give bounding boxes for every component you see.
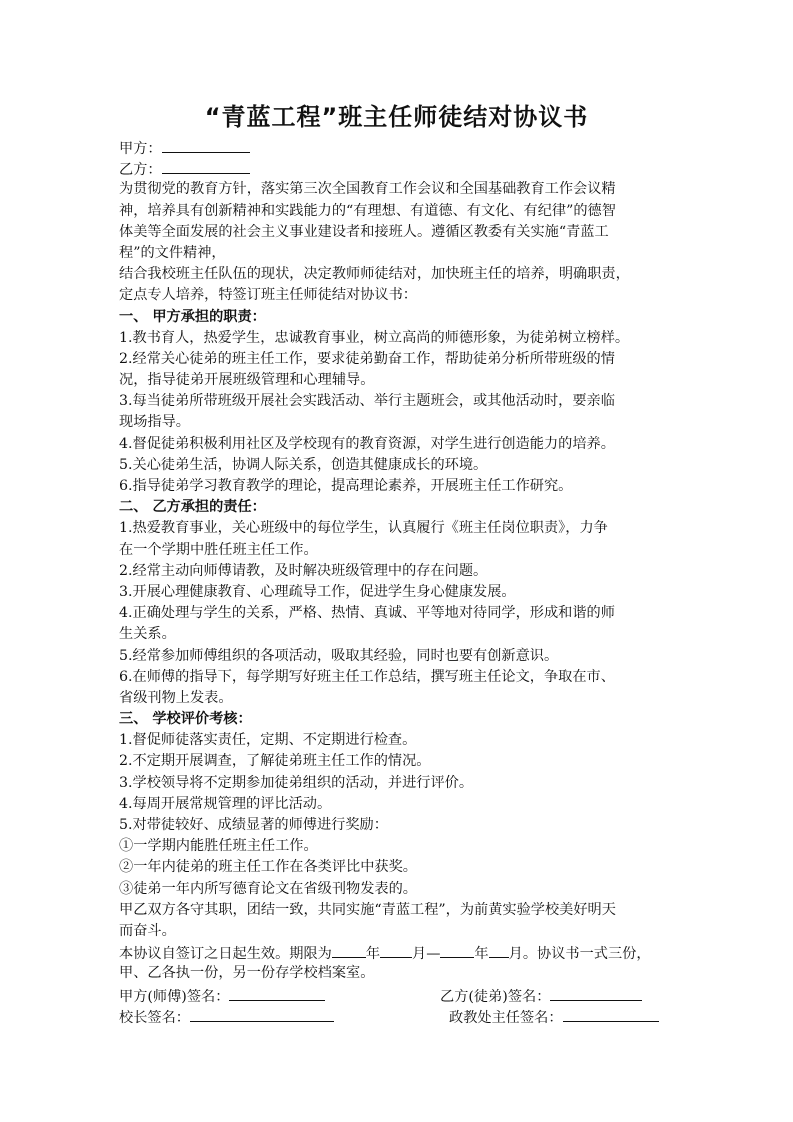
validity-line <box>119 942 679 963</box>
document-body <box>119 137 679 1027</box>
list-item: 4.督促徒弟积极利用社区及学校现有的教育资源，对学生进行创造能力的培养。 <box>119 435 615 452</box>
list-item: 6.指导徒弟学习教育教学的理论，提高理论素养，开展班主任工作研究。 <box>119 478 573 494</box>
party-a-blank <box>162 137 250 153</box>
list-item: 1.教书育人，热爱学生，忠诚教育事业，树立高尚的师德形象，为徒弟树立榜样。 <box>119 329 630 346</box>
list-item: 6.在师傅的指导下，每学期写好班主任工作总结，撰写班主任论文，争取在市、 <box>119 668 615 685</box>
validity-line-2: 甲、乙各执一份，另一份存学校档案室。 <box>119 965 375 982</box>
validity-prefix: 本协议自签订之日起生效。期限为 <box>119 946 332 963</box>
list-item: 5.对带徒较好、成绩显著的师傅进行奖励： <box>119 817 388 833</box>
end-month-blank <box>489 942 509 958</box>
apprentice-signature-blank <box>550 985 642 1001</box>
start-month-blank <box>380 942 412 958</box>
intro-line: 神，培养具有创新精神和实践能力的“有理想、有道德、有文化、有纪律”的德智 <box>119 202 616 219</box>
list-item: 况，指导徒弟开展班级管理和心理辅导。 <box>119 372 375 389</box>
apprentice-signature-field <box>440 985 642 1008</box>
party-a-label: 甲方： <box>119 141 162 157</box>
closing-line: 而奋斗。 <box>119 922 176 939</box>
section2-list <box>119 518 679 709</box>
list-item: 3.开展心理健康教育、心理疏导工作，促进学生身心健康发展。 <box>119 583 516 600</box>
section1-list <box>119 328 679 498</box>
list-item: 5.关心徒弟生活，协调人际关系，创造其健康成长的环境。 <box>119 456 488 473</box>
list-item: ②一年内徒弟的班主任工作在各类评比中获奖。 <box>119 859 417 876</box>
list-item: 4.每周开展常规管理的评比活动。 <box>119 795 332 812</box>
list-item: 2.不定期开展调查，了解徒弟班主任工作的情况。 <box>119 753 431 770</box>
director-signature-blank <box>563 1006 659 1022</box>
closing-paragraph <box>119 900 679 942</box>
intro-line: 为贯彻党的教育方针，落实第三次全国教育工作会议和全国基础教育工作会议精 <box>119 181 616 198</box>
list-item: 5.经常参加师傅组织的各项活动，吸取其经验，同时也要有创新意识。 <box>119 647 559 664</box>
list-item: ③徒弟一年内所写德育论文在省级刊物发表的。 <box>119 880 417 897</box>
party-b-label: 乙方： <box>119 162 162 179</box>
party-a-line <box>119 137 679 158</box>
list-item: 4.正确处理与学生的关系，严格、热情、真诚、平等地对待同学，形成和谐的师 <box>119 605 615 622</box>
director-signature-label: 政教处主任签名： <box>449 1009 563 1026</box>
intro-line: 体美等全面发展的社会主义事业建设者和接班人。遵循区教委有关实施“青蓝工 <box>119 223 609 240</box>
section3-heading: 三、 学校评价考核： <box>119 711 252 728</box>
principal-signature-label: 校长签名： <box>119 1009 190 1026</box>
intro-line: 结合我校班主任队伍的现状，决定教师师徒结对，加快班主任的培养，明确职责， <box>119 266 630 283</box>
list-item: 2.经常主动向师傅请教，及时解决班级管理中的存在问题。 <box>119 562 488 579</box>
start-year-blank <box>332 942 366 958</box>
list-item: 1.热爱教育事业，关心班级中的每位学生，认真履行《班主任岗位职责》，力争 <box>119 520 608 537</box>
month-label: 月— <box>412 946 441 963</box>
section3-list <box>119 730 679 900</box>
list-item: 省级刊物上发表。 <box>119 689 233 706</box>
apprentice-signature-label: 乙方(徒弟)签名： <box>440 988 551 1005</box>
list-item: 生关系。 <box>119 626 176 643</box>
signature-row-1 <box>119 985 679 1006</box>
section1-heading: 一、 甲方承担的职责： <box>119 308 266 325</box>
year-label: 年 <box>365 946 381 963</box>
party-b-line <box>119 158 679 179</box>
year-label: 年 <box>474 946 489 963</box>
intro-line: 定点专人培养，特签订班主任师徒结对协议书： <box>119 287 417 304</box>
master-signature-blank <box>229 985 325 1001</box>
list-item: 3.每当徒弟所带班级开展社会实践活动、举行主题班会，或其他活动时，要亲临 <box>119 393 615 410</box>
list-item: ①一学期内能胜任班主任工作。 <box>119 838 318 855</box>
validity-suffix: 月。协议书一式三份， <box>508 946 651 963</box>
list-item: 在一个学期中胜任班主任工作。 <box>119 541 318 558</box>
party-b-blank <box>162 158 250 174</box>
intro-paragraph <box>119 179 679 306</box>
closing-line: 甲乙双方各守其职，团结一致，共同实施“青蓝工程”，为前黄实验学校美好明天 <box>119 901 616 918</box>
intro-line: 程”的文件精神， <box>119 244 226 261</box>
list-item: 2.经常关心徒弟的班主任工作，要求徒弟勤奋工作，帮助徒弟分析所带班级的情 <box>119 350 615 367</box>
master-signature-label: 甲方(师傅)签名： <box>119 988 230 1005</box>
signature-row-2 <box>119 1006 679 1027</box>
list-item: 1.督促师徒落实责任，定期、不定期进行检查。 <box>119 732 417 749</box>
end-year-blank <box>440 942 474 958</box>
section2-heading: 二、 乙方承担的责任： <box>119 499 266 516</box>
list-item: 3.学校领导将不定期参加徒弟组织的活动，并进行评价。 <box>119 774 474 791</box>
director-signature-field <box>449 1006 659 1029</box>
document-title: “青蓝工程”班主任师徒结对协议书 <box>204 103 589 131</box>
principal-signature-blank <box>190 1006 334 1022</box>
list-item: 现场指导。 <box>119 414 190 431</box>
